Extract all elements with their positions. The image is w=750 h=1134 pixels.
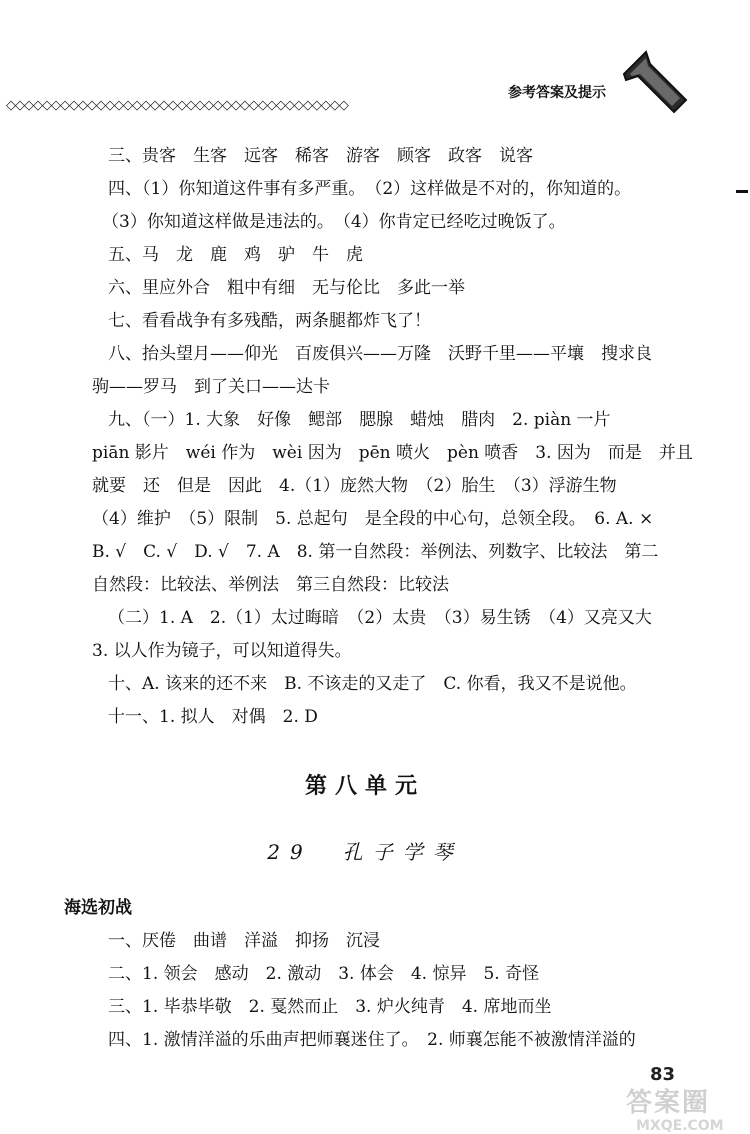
section-title: 海选初战 bbox=[64, 898, 132, 918]
answer-line: 驹——罗马 到了关口——达卡 bbox=[92, 377, 330, 397]
answer-line: 一、厌倦 曲谱 洋溢 抑扬 沉浸 bbox=[108, 931, 380, 951]
answer-line: 九、（一）1. 大象 好像 鳃部 腮腺 蜡烛 腊肉 2. piàn 一片 bbox=[108, 410, 611, 430]
arrow-icon bbox=[616, 44, 696, 124]
edge-mark bbox=[736, 190, 748, 193]
answer-line: 四、1. 激情洋溢的乐曲声把师襄迷住了。 2. 师襄怎能不被激情洋溢的 bbox=[108, 1030, 636, 1050]
decorative-chain-border: ◇◇◇◇◇◇◇◇◇◇◇◇◇◇◇◇◇◇◇◇◇◇◇◇◇◇◇◇◇◇◇◇◇◇◇◇◇◇ bbox=[6, 98, 348, 113]
answer-line: 三、1. 毕恭毕敬 2. 戛然而止 3. 炉火纯青 4. 席地而坐 bbox=[108, 997, 552, 1017]
answer-line: 十一、1. 拟人 对偶 2. D bbox=[108, 707, 318, 727]
page-header bbox=[0, 0, 750, 140]
answer-line: B. √ C. √ D. √ 7. A 8. 第一自然段：举例法、列数字、比较法 第二 bbox=[92, 542, 659, 562]
answer-line: 五、马 龙 鹿 鸡 驴 牛 虎 bbox=[108, 245, 363, 265]
watermark-logo: 答案圈 bbox=[626, 1088, 711, 1118]
answer-line: 就要 还 但是 因此 4.（1）庞然大物 （2）胎生 （3）浮游生物 bbox=[92, 476, 617, 496]
answer-line: 八、抬头望月——仰光 百废俱兴——万隆 沃野千里——平壤 搜求良 bbox=[108, 344, 652, 364]
answer-line: 三、贵客 生客 远客 稀客 游客 顾客 政客 说客 bbox=[108, 146, 533, 166]
header-title: 参考答案及提示 bbox=[508, 85, 606, 101]
answer-line: 自然段：比较法、举例法 第三自然段：比较法 bbox=[92, 575, 449, 595]
answer-line: 十、A. 该来的还不来 B. 不该走的又走了 C. 你看，我又不是说他。 bbox=[108, 674, 637, 694]
answer-line: 四、（1）你知道这件事有多严重。 （2）这样做是不对的，你知道的。 bbox=[108, 179, 632, 199]
page-number: 83 bbox=[650, 1064, 676, 1085]
answer-line: 七、看看战争有多残酷，两条腿都炸飞了！ bbox=[108, 311, 431, 331]
unit-title: 第八单元 bbox=[304, 773, 425, 799]
answer-line: （4）维护 （5）限制 5. 总起句 是全段的中心句，总领全段。 6. A. × bbox=[92, 509, 654, 529]
answer-content bbox=[40, 140, 693, 1057]
answer-line: piān 影片 wéi 作为 wèi 因为 pēn 喷火 pèn 喷香 3. 因为 而是 并且 bbox=[92, 443, 693, 463]
answer-line: 二、1. 领会 感动 2. 激动 3. 体会 4. 惊异 5. 奇怪 bbox=[108, 964, 540, 984]
page-footer bbox=[590, 1060, 740, 1134]
watermark-url: MXQE.COM bbox=[636, 1118, 724, 1134]
answer-line: 六、里应外合 粗中有细 无与伦比 多此一举 bbox=[108, 278, 465, 298]
answer-line: （二）1. A 2.（1）太过晦暗 （2）太贵 （3）易生锈 （4）又亮又大 bbox=[108, 608, 652, 628]
answer-line: 3. 以人作为镜子，可以知道得失。 bbox=[92, 641, 352, 661]
answer-line: （3）你知道这样做是违法的。 （4）你肯定已经吃过晚饭了。 bbox=[102, 212, 566, 232]
lesson-title: 29 孔子学琴 bbox=[267, 840, 463, 864]
